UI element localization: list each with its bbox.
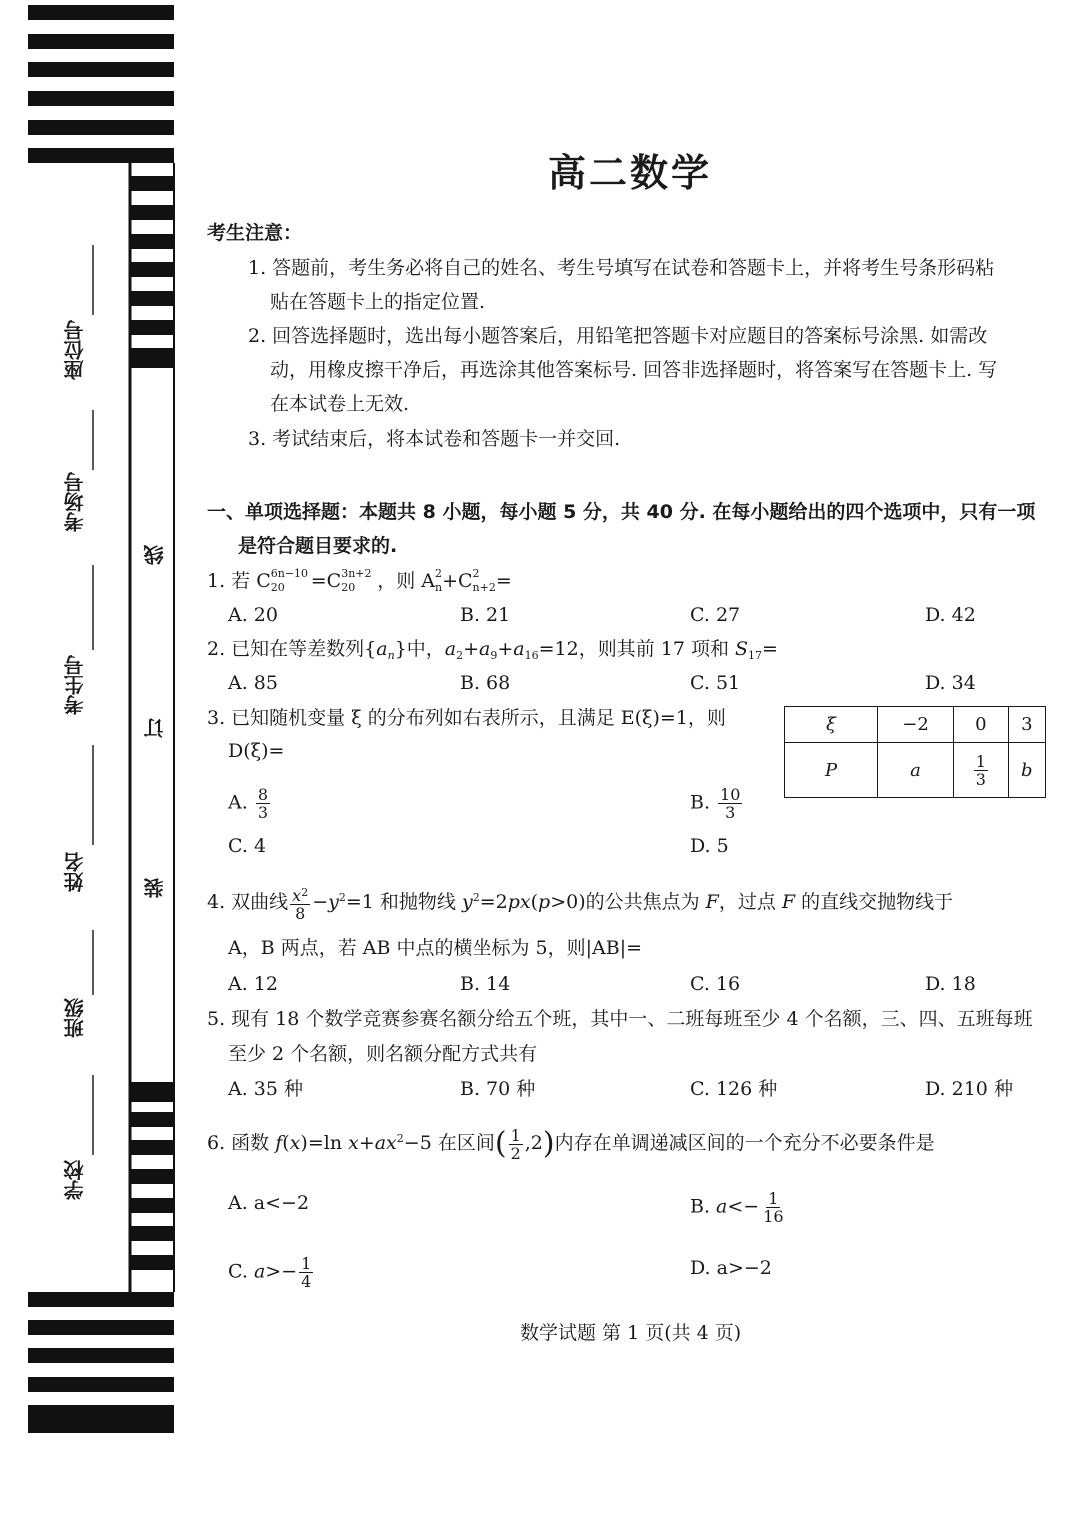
q6-option-c: C. a>− $\frac{1}{4}$: [228, 1254, 312, 1291]
question-1: 1. 若 C20 6n−10 =C20 3n+2 ，则 An 2 +Cn+2 2 =: [207, 567, 512, 594]
q1-option-b: B. 21: [460, 604, 511, 626]
notice-line: 3. 考试结束后，将本试卷和答题卡一并交回.: [248, 428, 621, 450]
table-cell: a: [878, 743, 954, 798]
binding-label-name: 姓名: [63, 852, 87, 892]
question-3-cont: D(ξ)=: [228, 740, 285, 762]
q6-option-a: A. a<−2: [228, 1192, 310, 1214]
q3-option-b: B. $\frac{10}{3}$: [690, 785, 741, 822]
section-heading-cont: 是符合题目要求的.: [238, 535, 398, 557]
q1-option-d: D. 42: [925, 604, 976, 626]
q6-option-b: B. a<− $\frac{1}{16}$: [690, 1189, 784, 1226]
q3-option-a: A. $\frac{8}{3}$: [228, 785, 268, 822]
binding-label-school: 学校: [63, 1160, 87, 1200]
q1-option-c: C. 27: [690, 604, 741, 626]
table-cell: 0: [954, 707, 1009, 743]
table-cell: −2: [878, 707, 954, 743]
q1-option-a: A. 20: [228, 604, 278, 626]
q2-option-a: A. 85: [228, 672, 278, 694]
binding-mark-order: 订: [143, 718, 167, 738]
q2-option-d: D. 34: [925, 672, 976, 694]
binding-label-seat: 座位号: [63, 320, 87, 380]
q2-option-b: B. 68: [460, 672, 511, 694]
q6-option-d: D. a>−2: [690, 1257, 772, 1279]
question-3: 3. 已知随机变量 ξ 的分布列如右表所示，且满足 E(ξ)=1，则: [207, 707, 726, 729]
q2-option-c: C. 51: [690, 672, 741, 694]
table-cell: P: [785, 743, 878, 798]
binding-strip: [0, 0, 180, 1528]
page-title: 高二数学: [547, 151, 712, 195]
notice-heading: 考生注意：: [207, 222, 303, 244]
question-6: 6. 函数 f(x)=ln $x+ax^2-5$ 在区间( $\frac{1}{2}$ ,2)内存在单调递减区间的一个充分不必要条件是: [207, 1125, 935, 1163]
q4-option-a: A. 12: [228, 973, 278, 995]
notice-line: 1. 答题前，考生务必将自己的姓名、考生号填写在试卷和答题卡上，并将考生号条形码粘: [248, 257, 995, 279]
table-cell: b: [1008, 743, 1045, 798]
table-cell: ξ: [785, 707, 878, 743]
section-heading: 一、单项选择题：本题共 8 小题，每小题 5 分，共 40 分. 在每小题给出的四个选项中，只有一项: [207, 501, 1036, 523]
question-5-cont: 至少 2 个名额，则名额分配方式共有: [228, 1043, 538, 1065]
binding-label-id: 考生号: [63, 655, 87, 715]
q5-option-d: D. 210 种: [925, 1078, 1013, 1100]
question-4-cont: A，B 两点，若 AB 中点的横坐标为 5，则|AB|=: [228, 937, 643, 959]
table-cell: [954, 743, 1009, 798]
q5-option-a: A. 35 种: [228, 1078, 304, 1100]
notice-line: 动，用橡皮擦干净后，再选涂其他答案标号. 回答非选择题时，将答案写在答题卡上. 写: [270, 359, 998, 381]
q4-option-c: C. 16: [690, 973, 741, 995]
notice-line: 2. 回答选择题时，选出每小题答案后，用铅笔把答题卡对应题目的答案标号涂黑. 如需改: [248, 325, 988, 347]
frac-num: 1: [975, 751, 986, 771]
question-4: 4. 双曲线 $\frac{x^2}{8}$ $-y^2=1$ 和抛物线 $y^2=2px(p>0)$的公共焦点为 F，过点 F 的直线交抛物线于: [207, 886, 954, 923]
q4-option-b: B. 14: [460, 973, 511, 995]
binding-mark-line: 线: [143, 545, 167, 565]
q3-option-d: D. 5: [690, 835, 729, 857]
page-footer: 数学试题 第 1 页(共 4 页): [520, 1322, 742, 1344]
distribution-table: [784, 706, 1046, 798]
notice-line: 在本试卷上无效.: [270, 393, 410, 415]
question-5: 5. 现有 18 个数学竞赛参赛名额分给五个班，其中一、二班每班至少 4 个名额，三、四、五班每班: [207, 1008, 1033, 1030]
notice-line: 贴在答题卡上的指定位置.: [270, 291, 486, 313]
binding-label-room: 考场号: [63, 472, 87, 532]
q3-option-c: C. 4: [228, 835, 267, 857]
q4-option-d: D. 18: [925, 973, 976, 995]
question-2: 2. 已知在等差数列$\{a_n\}$中，$a_2+a_9+a_{16}=12$，则其前 17 项和 $S_{17}=$: [207, 638, 778, 662]
q5-option-c: C. 126 种: [690, 1078, 778, 1100]
binding-label-class: 班级: [63, 998, 87, 1038]
table-cell: 3: [1008, 707, 1045, 743]
binding-mark-bind: 装: [143, 878, 167, 898]
frac-den: 3: [975, 769, 986, 789]
q5-option-b: B. 70 种: [460, 1078, 536, 1100]
